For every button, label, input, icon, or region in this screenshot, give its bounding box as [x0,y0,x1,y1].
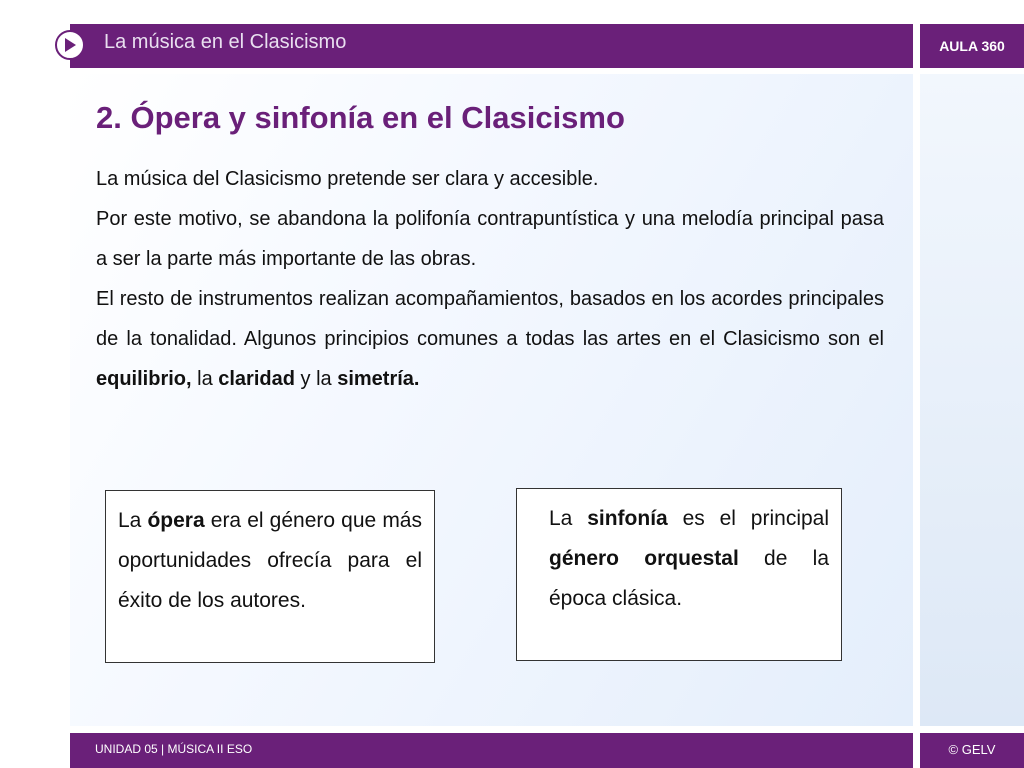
slide-heading: 2. Ópera y sinfonía en el Clasicismo [96,100,625,135]
paragraph-3-text-mid2: y la [294,368,338,390]
side-panel [920,74,1024,726]
aula-badge: AULA 360 [920,24,1024,68]
paragraph-2: Por este motivo, se abandona la polifonía contrapuntística y una melodía principal pasa a ser la parte más importante de las obras. [96,208,884,270]
footer-copyright: © GELV [948,742,996,757]
play-button[interactable] [55,30,85,60]
paragraph-1: La música del Clasicismo pretende ser clara y accesible. [96,168,599,190]
paragraph-3-text-mid1: la [191,368,219,390]
sinfonia-box-mid: es el principal [667,507,830,530]
keyword-opera: ópera [147,509,205,532]
sinfonia-box [516,488,842,661]
opera-box [105,490,435,663]
sinfonia-box-pre: La [549,507,588,530]
body-text [96,159,884,399]
sinfonia-box-text: de la época clásica. [549,547,830,610]
paragraph-3-text: El resto de instrumentos realizan acompañamientos, basados en los acordes principales de la tonalidad. Algunos principios comunes a todas las artes en el Clasicismo son el [96,288,884,350]
opera-box-text: era el género que más oportunidades ofrecía para el éxito de los autores. [118,509,422,612]
footer-unit-label: UNIDAD 05 | MÚSICA II ESO [95,742,253,756]
keyword-sinfonia: sinfonía [587,507,668,530]
opera-box-pre: La [118,509,148,532]
presentation-title: La música en el Clasicismo [104,31,347,53]
keyword-claridad: claridad [218,368,295,390]
paragraph-3 [96,279,884,399]
keyword-simetria: simetría. [337,368,420,390]
keyword-equilibrio: equilibrio, [96,368,192,390]
keyword-genero-orquestal: género orquestal [549,547,739,570]
play-icon [63,37,77,53]
